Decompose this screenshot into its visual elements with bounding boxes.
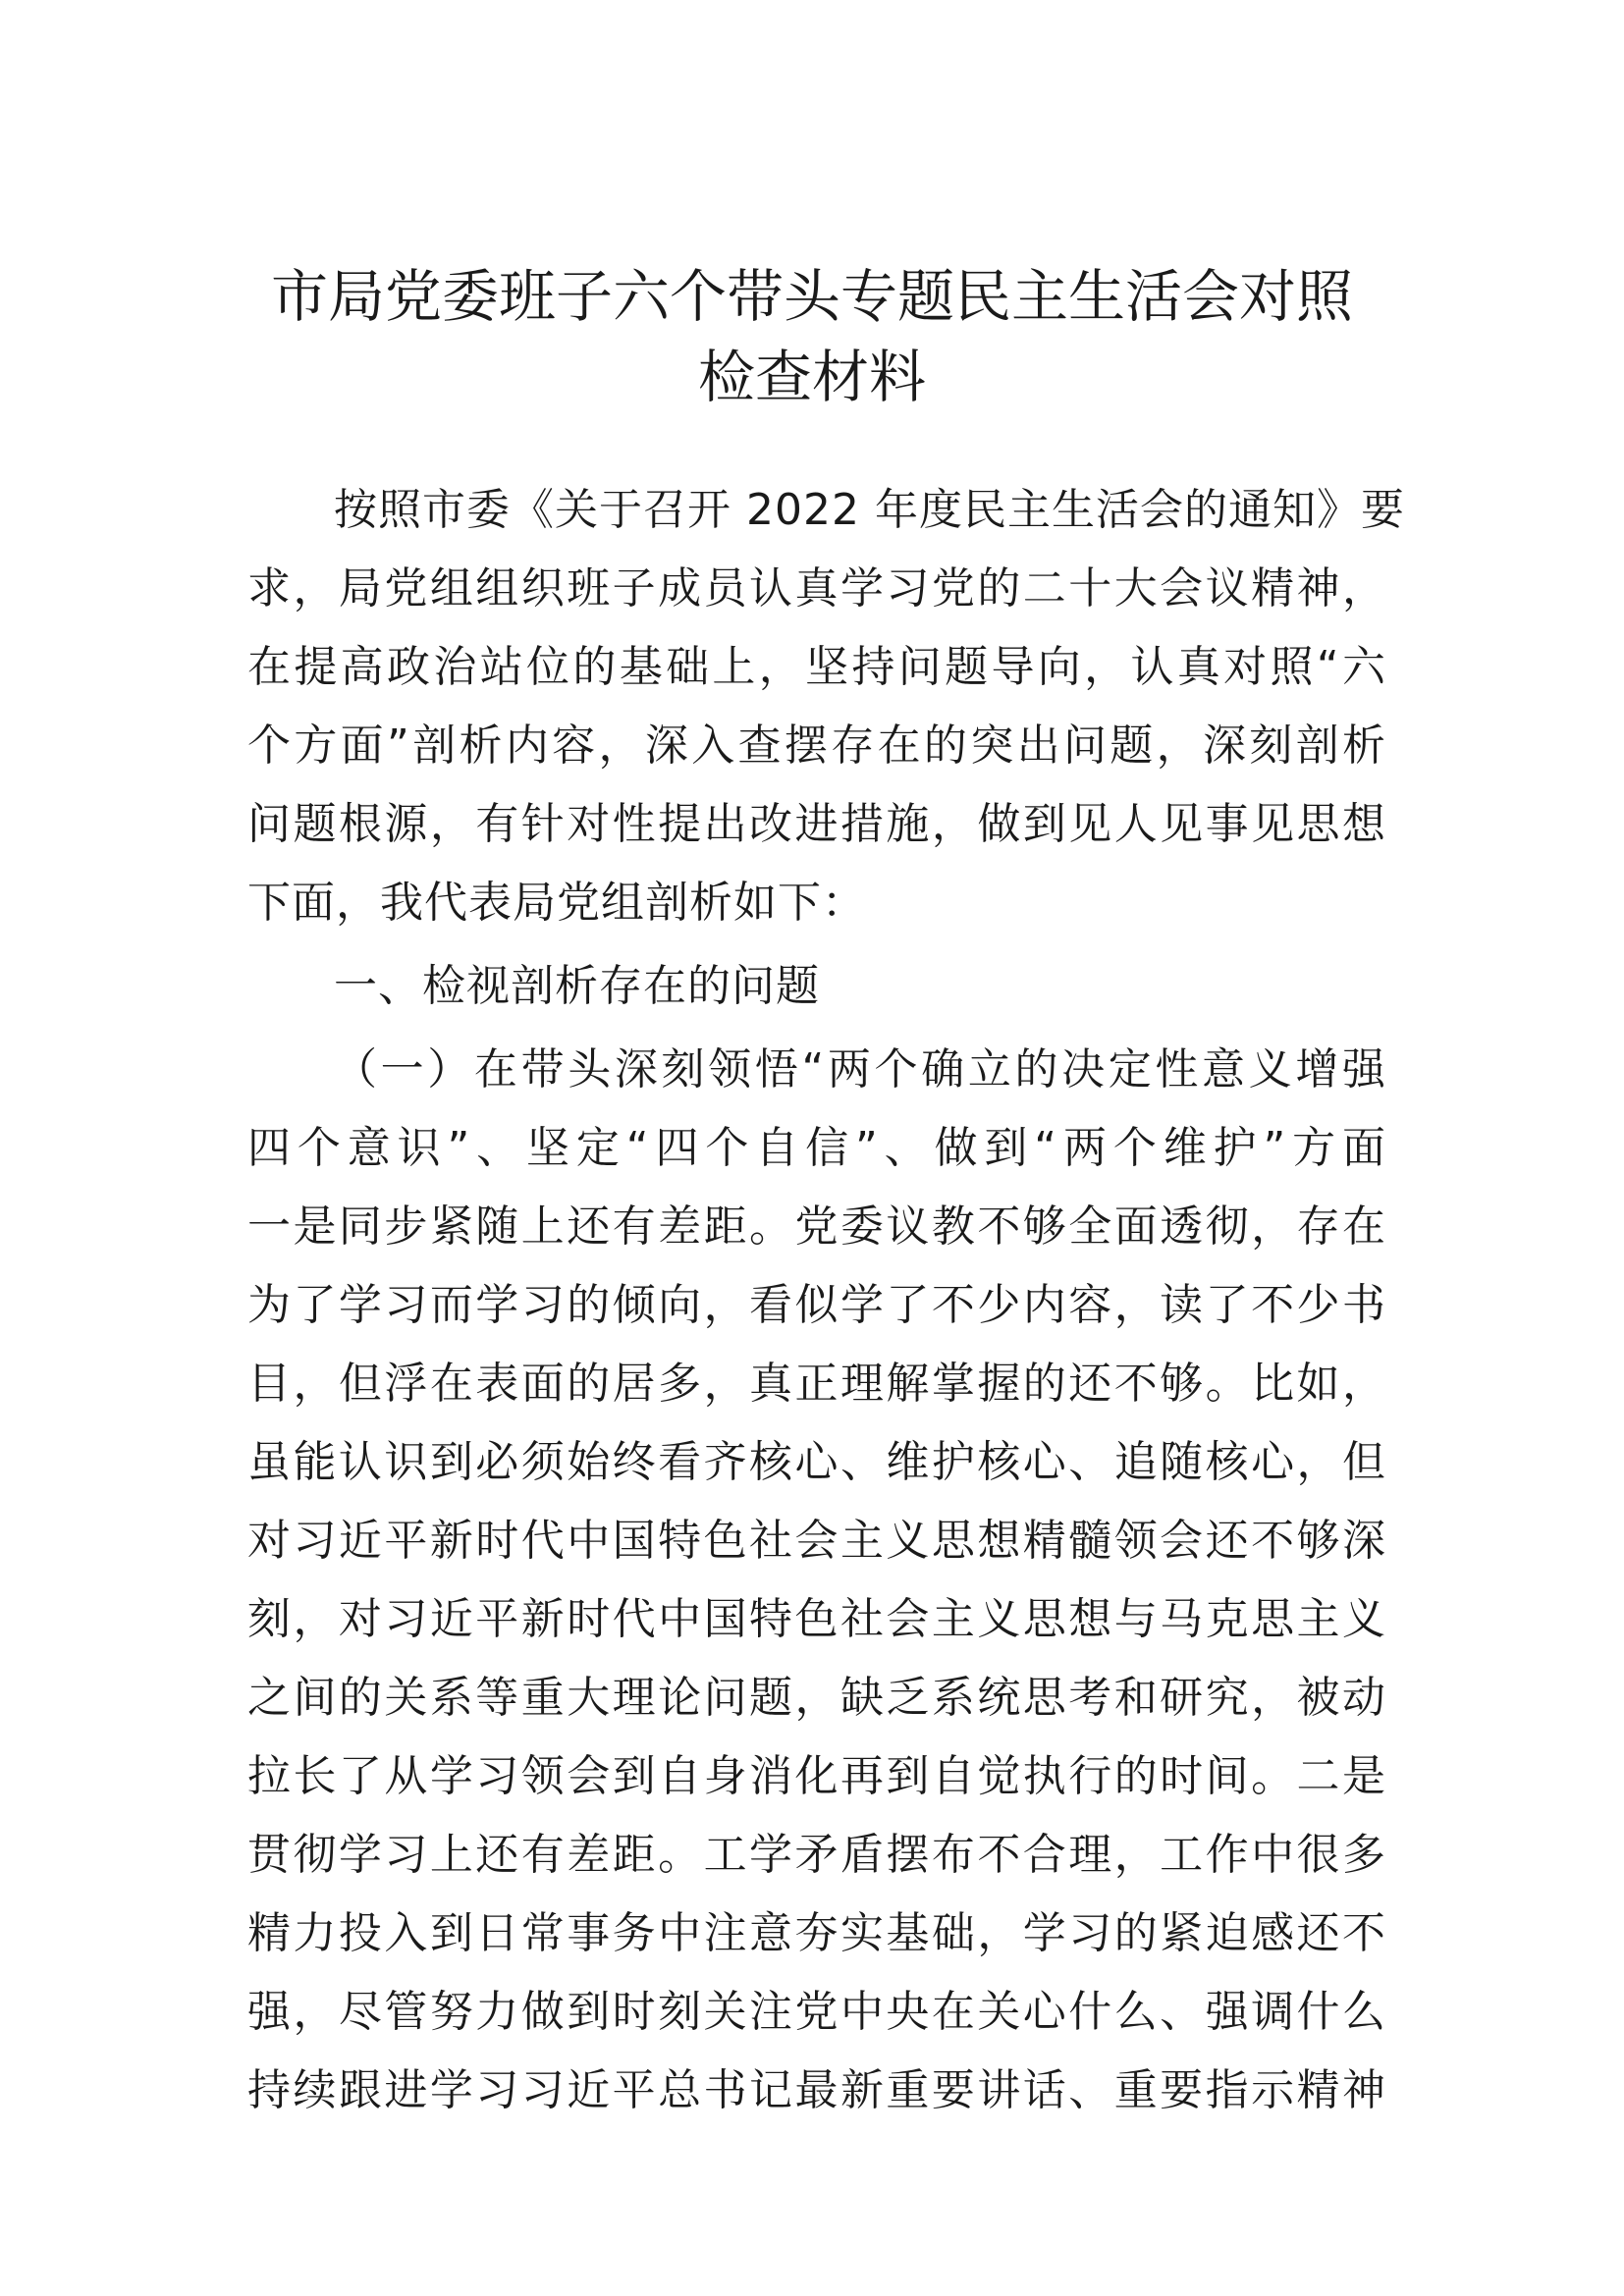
body-line: 刻，对习近平新时代中国特色社会主义思想与马克思主义 bbox=[247, 1594, 1386, 1644]
body-line: 目，但浮在表面的居多，真正理解掌握的还不够。比如， bbox=[247, 1359, 1386, 1409]
body-line: 精力投入到日常事务中注意夯实基础，学习的紧迫感还不 bbox=[247, 1908, 1386, 1958]
subsection-heading-line: 四个意识”、坚定“四个自信”、做到“两个维护”方面 bbox=[247, 1123, 1386, 1173]
subsection-heading-line: （一）在带头深刻领悟“两个确立的决定性意义增强 bbox=[334, 1044, 1386, 1095]
body-line: 持续跟进学习习近平总书记最新重要讲话、重要指示精神 bbox=[247, 2065, 1386, 2115]
section-heading: 一、检视剖析存在的问题 bbox=[334, 961, 820, 1011]
body-line: 之间的关系等重大理论问题，缺乏系统思考和研究，被动 bbox=[247, 1673, 1386, 1723]
document-title-line-1: 市局党委班子六个带头专题民主生活会对照 bbox=[270, 263, 1353, 330]
document-title-line-2: 检查材料 bbox=[697, 344, 926, 410]
body-line: 一是同步紧随上还有差距。党委议教不够全面透彻，存在 bbox=[247, 1201, 1386, 1252]
body-line: 虽能认识到必须始终看齐核心、维护核心、追随核心，但 bbox=[247, 1437, 1386, 1487]
body-line: 为了学习而学习的倾向，看似学了不少内容，读了不少书 bbox=[247, 1280, 1386, 1330]
body-line: 拉长了从学习领会到自身消化再到自觉执行的时间。二是 bbox=[247, 1751, 1386, 1801]
body-line: 强，尽管努力做到时刻关注党中央在关心什么、强调什么 bbox=[247, 1987, 1386, 2037]
intro-line: 问题根源，有针对性提出改进措施，做到见人见事见思想 bbox=[247, 799, 1386, 849]
intro-line: 求，局党组组织班子成员认真学习党的二十大会议精神， bbox=[247, 563, 1386, 614]
body-line: 对习近平新时代中国特色社会主义思想精髓领会还不够深 bbox=[247, 1516, 1386, 1566]
intro-line: 下面，我代表局党组剖析如下： bbox=[247, 878, 866, 928]
intro-line: 在提高政治站位的基础上，坚持问题导向，认真对照“六 bbox=[247, 642, 1386, 692]
body-line: 贯彻学习上还有差距。工学矛盾摆布不合理，工作中很多 bbox=[247, 1830, 1386, 1880]
intro-line: 按照市委《关于召开 2022 年度民主生活会的通知》要 bbox=[334, 485, 1405, 535]
intro-line: 个方面”剖析内容，深入查摆存在的突出问题，深刻剖析 bbox=[247, 721, 1386, 771]
